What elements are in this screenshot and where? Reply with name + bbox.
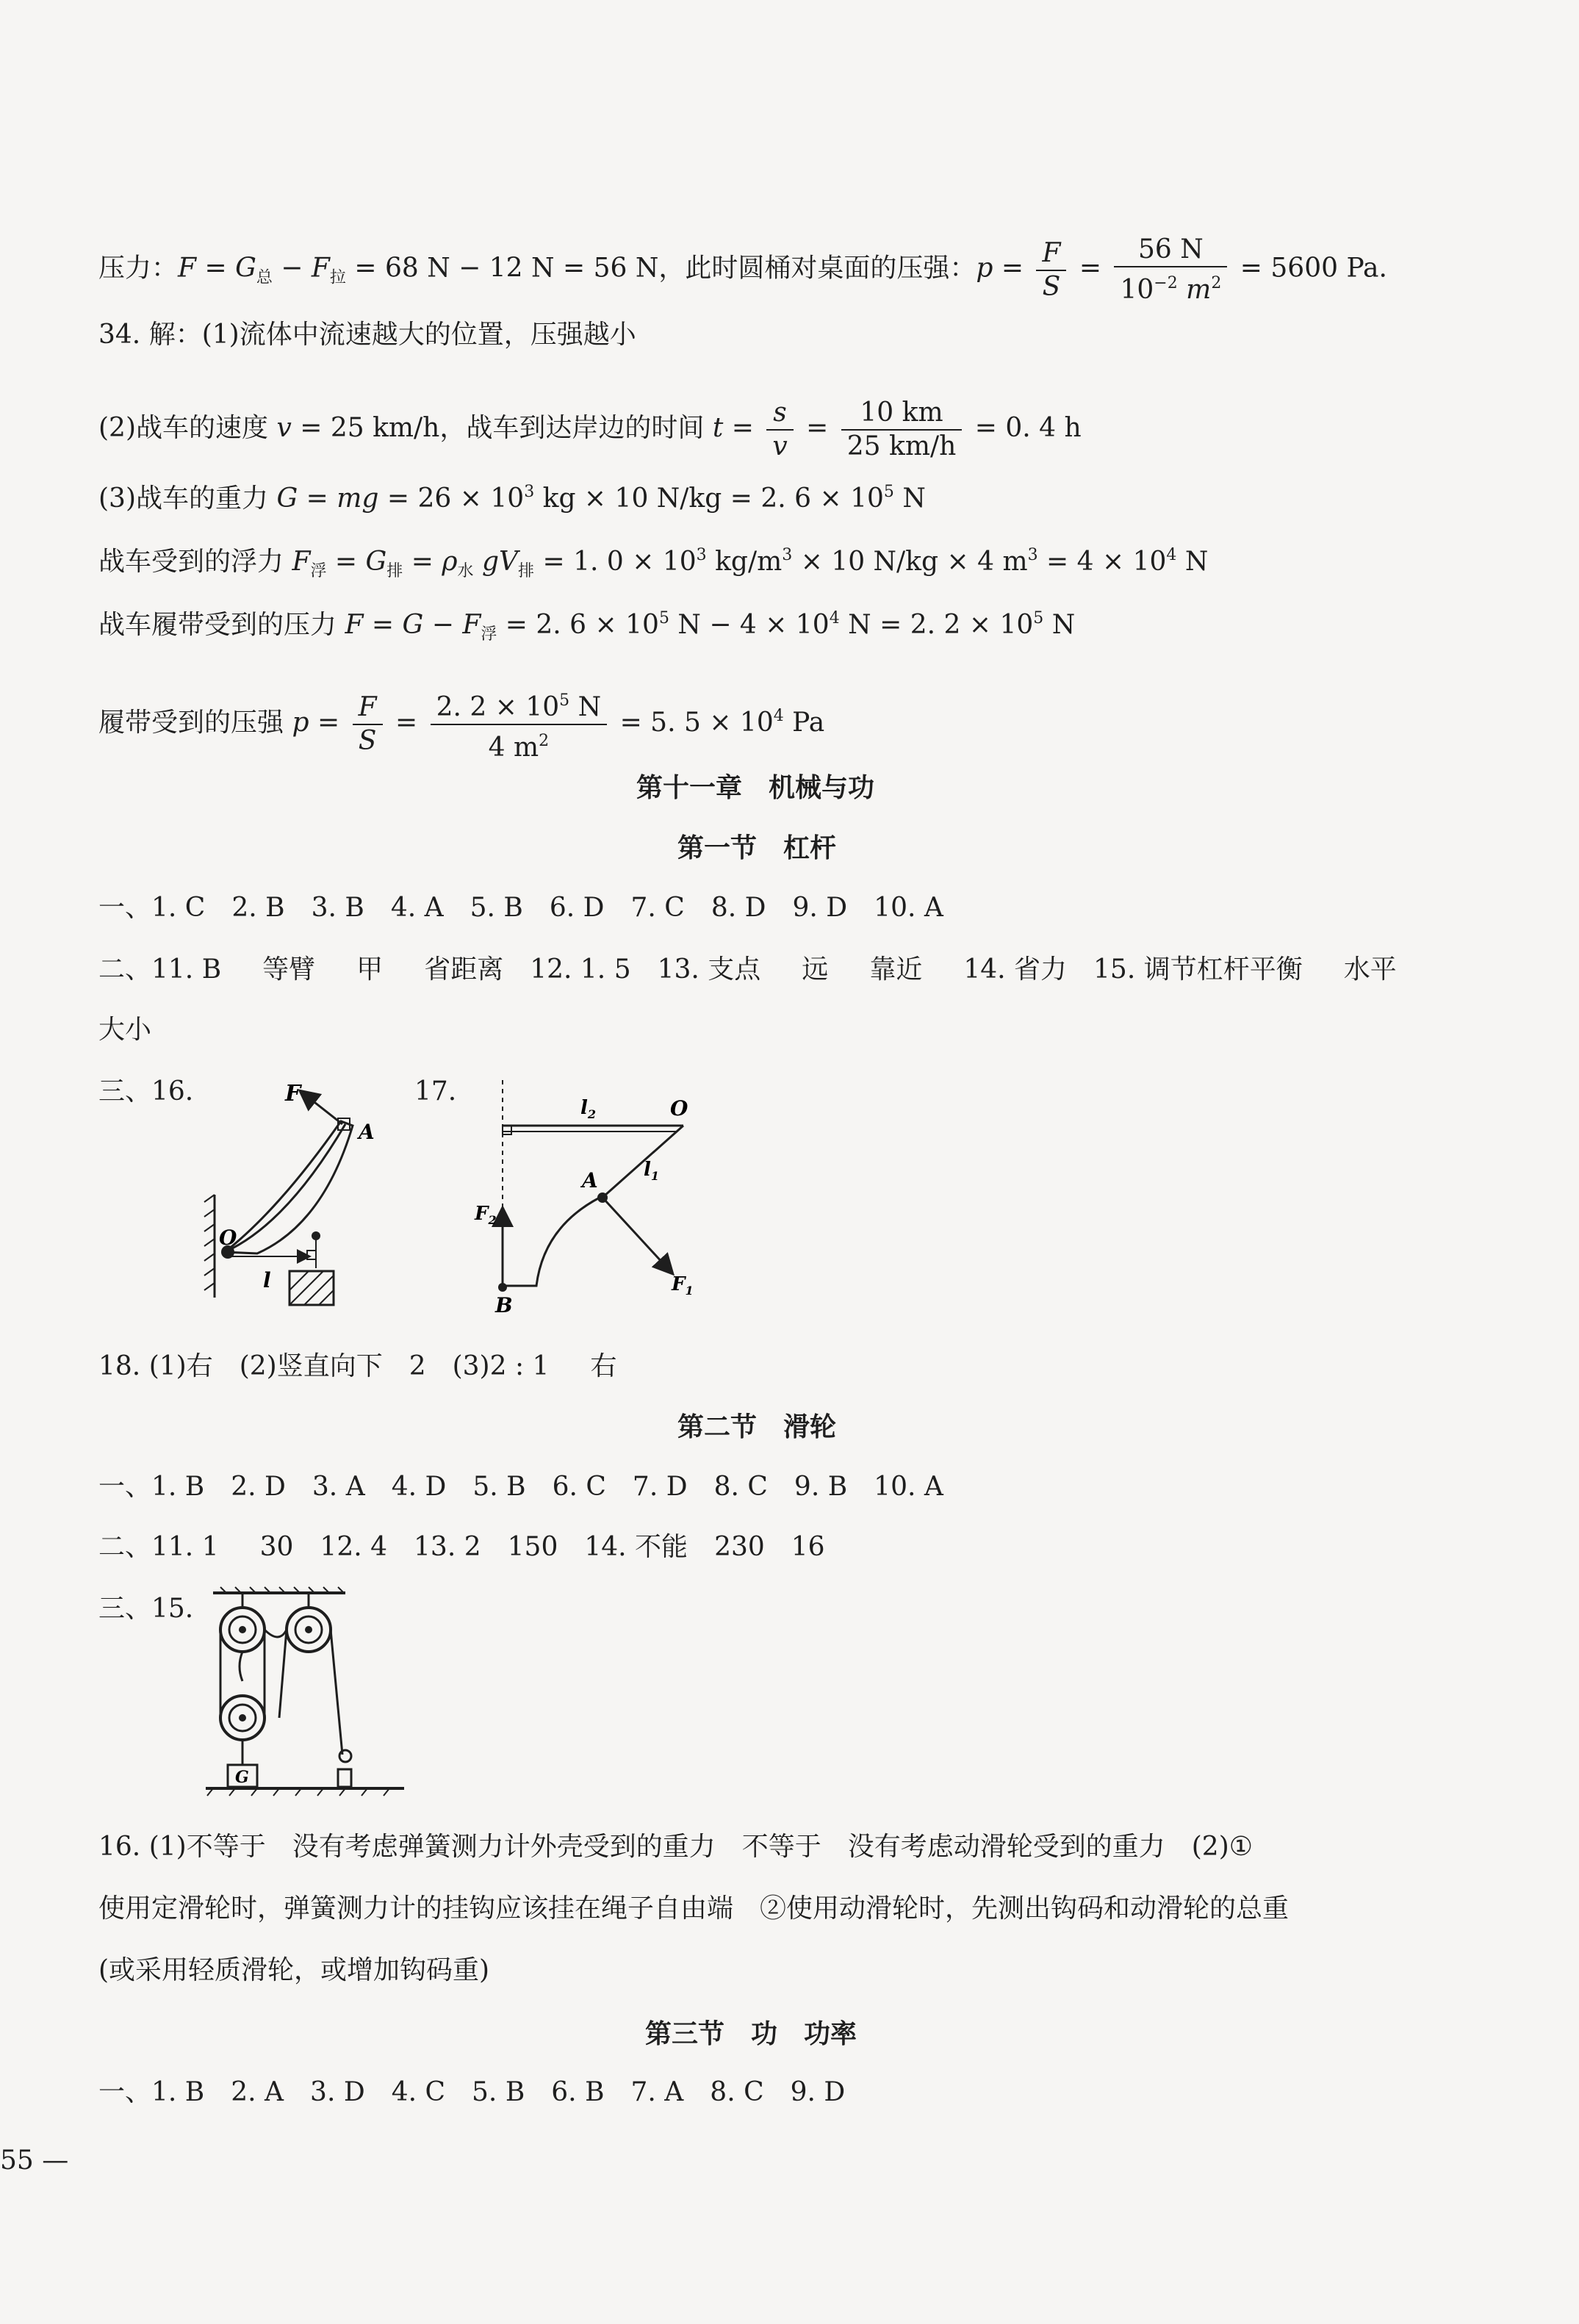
- force-F-arrow: [301, 1092, 342, 1124]
- s1-fill-answers: 二、11. B 等臂 甲 省距离 12. 1. 5 13. 支点 远 靠近 14. 省力 15. 调节杠杆平衡 水平: [98, 954, 1397, 985]
- s1-choice-answers: 一、1. C 2. B 3. B 4. A 5. B 6. D 7. C 8. D 9. D 10. A: [98, 893, 943, 923]
- curved-bar-17: [503, 1198, 600, 1286]
- answer-34-3-track-force: 战车履带受到的压力 $F = G - F_浮 = 2$. $6 \times 10^5$ $N - 4 \times 10^4$ N = 2. $2 \times 10^5$ N: [98, 609, 1076, 644]
- label-G: G: [235, 1768, 249, 1787]
- label-l2: $l_2$: [580, 1097, 597, 1121]
- lever-diagram-16: [198, 1077, 375, 1320]
- label-F2: $F_2$: [475, 1203, 497, 1227]
- answer-34-3-buoyancy: 战车受到的浮力 $F_浮 = G_排 = \rho_水$ $gV_排 = 1$. $0 \times 10^3$ $kg/m^3 \times 10$ N/kg × 4 $m^3 = 4 \times 10^4$ N: [98, 546, 1209, 580]
- answer-34-1: 34. 解：(1)流体中流速越大的位置，压强越小: [98, 320, 636, 350]
- answer-34-3-track-pressure: 履带受到的压强 p = $\frac{F}{S}$ = $\frac{2. 2 \times 10^5 N}{4 m^2}$ = 5. $5 \times 10^4$ Pa: [98, 685, 824, 764]
- section-3-title: 第三节 功 功率: [645, 2018, 857, 2049]
- answer-34-2: (2)战车的速度 v = 25 km/h，战车到达岸边的时间 t = $\frac{s}{v}$ = $\frac{10 km}{25 km/h}$ = 0. 4 h: [98, 397, 1082, 461]
- chapter-title: 第十一章 机械与功: [636, 772, 875, 803]
- s2-fill-answers: 二、11. 1 30 12. 4 13. 2 150 14. 不能 230 16: [98, 1532, 825, 1562]
- pulley-diagram: [198, 1586, 411, 1799]
- section-2-title: 第二节 滑轮: [677, 1411, 837, 1442]
- label-B: B: [495, 1293, 513, 1317]
- curved-bar: [225, 1121, 353, 1253]
- label-l1: $l_1$: [644, 1159, 660, 1183]
- s2-q16-line3: (或采用轻质滑轮，或增加钩码重): [98, 1955, 490, 1985]
- label-F1: $F_1$: [672, 1273, 694, 1298]
- label-O: O: [219, 1226, 237, 1250]
- s1-q17-label: 17.: [414, 1076, 457, 1107]
- force-F1-arrow: [604, 1199, 672, 1273]
- s1-q16-label: 三、16.: [98, 1076, 194, 1107]
- s2-choice-answers: 一、1. B 2. D 3. A 4. D 5. B 6. C 7. D 8. C 9. B 10. A: [98, 1472, 943, 1502]
- s1-q18: 18. (1)右 (2)竖直向下 2 (3)2 : 1 右: [98, 1351, 617, 1381]
- label-O: O: [670, 1096, 688, 1120]
- fraction-56N: $\frac{56 N}{10^{-2} m^2}$: [1114, 234, 1227, 306]
- s2-q16-line2: 使用定滑轮时，弹簧测力计的挂钩应该挂在绳子自由端 ②使用动滑轮时，先测出钩码和动滑轮的总重: [98, 1893, 1290, 1924]
- answer-34-3-gravity: (3)战车的重力 G = mg = $26 \times 10^3$ kg × 10 N/kg = 2. $6 \times 10^5$ N: [98, 483, 926, 514]
- section-1-title: 第一节 杠杆: [677, 832, 837, 863]
- s2-q15-label: 三、15.: [98, 1594, 194, 1624]
- spring-scale: [338, 1769, 351, 1787]
- formula-pressure-bucket: 压力：$F = G_总 - F_拉 = 68$ N − 12 N = 56 N，此时圆桶对桌面的压强：p = $\frac{F}{S}$ = $\frac{56 N}{10^{-2} m^2}$ = 5600 Pa.: [98, 234, 1387, 305]
- label-l: l: [263, 1268, 271, 1292]
- lever-diagram-17: [470, 1073, 705, 1315]
- s3-choice-answers: 一、1. B 2. A 3. D 4. C 5. B 6. B 7. A 8. C 9. D: [98, 2077, 846, 2107]
- fraction-F-over-S: $\frac{F}{S}$: [1036, 237, 1066, 303]
- label-A: A: [582, 1168, 598, 1192]
- label-A: A: [359, 1120, 375, 1144]
- weight-block: [289, 1271, 334, 1305]
- s2-q16-line1: 16. (1)不等于 没有考虑弹簧测力计外壳受到的重力 不等于 没有考虑动滑轮受到的重力 (2)①: [98, 1832, 1254, 1862]
- page-number: 55 —: [0, 2145, 69, 2176]
- s1-fill-answers-cont: 大小: [98, 1015, 152, 1045]
- label-F: F: [285, 1081, 301, 1107]
